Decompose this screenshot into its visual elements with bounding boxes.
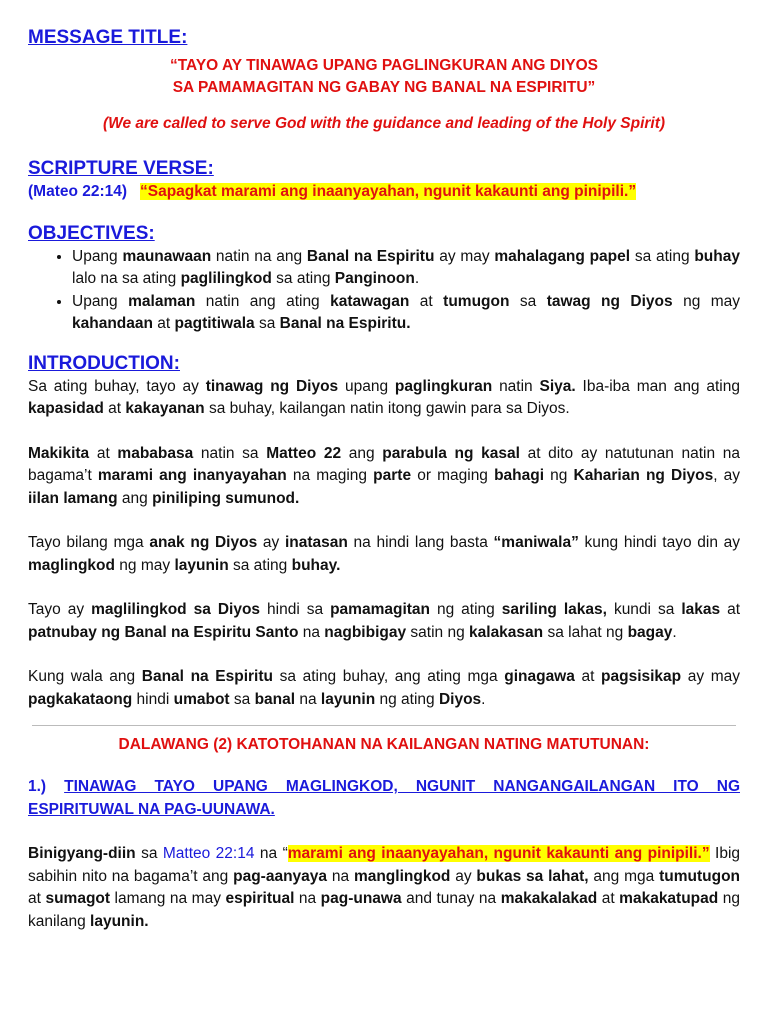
scripture-verse-heading: SCRIPTURE VERSE: [28, 158, 214, 179]
objectives-list [28, 246, 740, 336]
scripture-verse-line [28, 181, 740, 204]
truths-heading: DALAWANG (2) KATOTOHANAN NA KAILANGAN NATING MATUTUNAN: [118, 736, 650, 753]
objectives-heading: OBJECTIVES: [28, 222, 155, 244]
message-title-line-1: “TAYO AY TINAWAG UPANG PAGLINGKURAN ANG DIYOS [169, 57, 598, 74]
scripture-reference: (Mateo 22:14) [28, 183, 128, 200]
message-title-translation: (We are called to serve God with the guidance and leading of the Holy Spirit) [102, 115, 666, 132]
introduction-heading: INTRODUCTION: [28, 352, 180, 374]
introduction-paragraph-1: Sa ating buhay, tayo ay tinawag ng Diyos upang paglingkuran natin Siya. Iba-iba man ang ating kapasidad at kakayanan sa buhay, kailangan natin itong gawin para sa Diyos. [28, 377, 740, 417]
scripture-verse-text: “Sapagkat marami ang inaanyayahan, ngunit kakaunti ang pinipili.” [139, 183, 637, 200]
message-title-heading: MESSAGE TITLE: [28, 27, 188, 48]
introduction-paragraph-2: Makikita at mababasa natin sa Matteo 22 ang parabula ng kasal at dito ay natutunan natin na bagama’t marami ang inanyayahan na maging parte or maging bahagi ng Kaharian ng Diyos, ay iilan lamang ang piniliping sumunod. [28, 444, 741, 507]
point-1-heading [28, 776, 740, 821]
point-1-paragraph: Binigyang-diin sa Matteo 22:14 na “marami ang inaanyayahan, ngunit kakaunti ang pinipili.” Ibig sabihin nito na bagama’t ang pag-aanyaya na manglingkod ay bukas sa lahat, ang mga tumutugon at sumagot lamang na may espiritual na pag-unawa and tunay na makakalakad at makakatupad ng kanilang layunin. [28, 845, 741, 930]
introduction-paragraph-4: Tayo ay maglilingkod sa Diyos hindi sa pamamagitan ng ating sariling lakas, kundi sa lakas at patnubay ng Banal na Espiritu Santo na nagbibigay satin ng kalakasan sa lahat ng bagay. [28, 601, 741, 641]
message-title-line-2: SA PAMAMAGITAN NG GABAY NG BANAL NA ESPIRITU” [172, 79, 596, 96]
point-1-number: 1.) [28, 778, 65, 795]
objective-item: • Upang malaman natin ang ating katawagan at tumugon sa tawag ng Diyos ng may kahandaan at pagtitiwala sa Banal na Espiritu. [72, 291, 740, 336]
objective-item: • Upang maunawaan natin na ang Banal na Espiritu ay may mahalagang papel sa ating buhay lalo na sa ating paglilingkod sa ating Panginoon. [72, 246, 740, 291]
introduction-paragraph-5: Kung wala ang Banal na Espiritu sa ating buhay, ang ating mga ginagawa at pagsisikap ay may pagkakataong hindi umabot sa banal na layunin ng ating Diyos. [28, 668, 741, 708]
point-1-title: TINAWAG TAYO UPANG MAGLINGKOD, NGUNIT NANGANGAILANGAN ITO NG ESPIRITUWAL NA PAG-UUNAWA. [28, 778, 740, 818]
introduction-paragraph-3: Tayo bilang mga anak ng Diyos ay inatasan na hindi lang basta “maniwala” kung hindi tayo din ay maglingkod ng may layunin sa ating buhay. [28, 534, 741, 574]
